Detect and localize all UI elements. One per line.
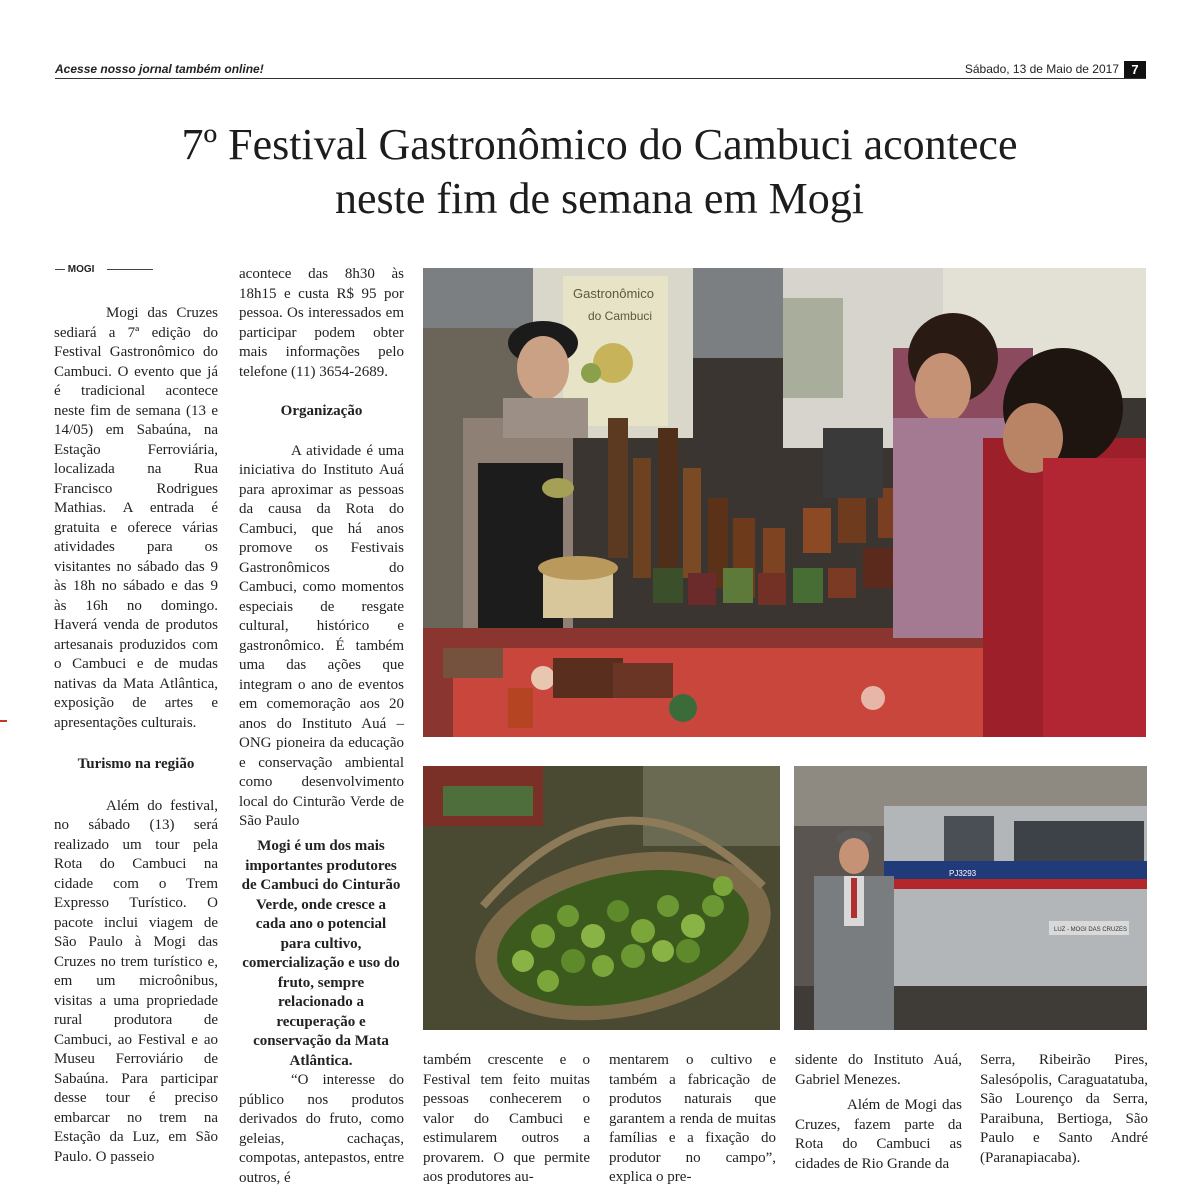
col5-paragraph-2: Além de Mogi das Cruzes, fazem parte da Rota do Cambuci as cidades de Rio Grande da [795, 1097, 962, 1172]
banner-text-top: Gastronômico [573, 286, 654, 301]
section-line-left [55, 269, 65, 270]
column-2 [239, 265, 404, 832]
column-1 [54, 304, 218, 1167]
pull-quote: Mogi é um dos mais importantes produtores de Cambuci do Cinturão Verde, onde cresce a cada ano o potencial para cultivo, comercialização e uso do fruto, sempre relacionado a recuperação e conservação da Mata Atlântica. [241, 838, 401, 1069]
column-4 [609, 1051, 776, 1188]
page-edge-marker [0, 720, 7, 722]
page-number: 7 [1124, 61, 1146, 78]
header-date: Sábado, 13 de Maio de 2017 [964, 62, 1119, 76]
col1-subheading: Turismo na região [77, 756, 195, 772]
col3-paragraph: também crescente e o Festival tem feito muitas pessoas conhecerem o valor do Cambuci e estimularem outros a provarem. O que permite aos produtores au- [423, 1052, 590, 1185]
column-6 [980, 1051, 1148, 1168]
column-3 [423, 1051, 590, 1188]
col2-subheading: Organização [280, 403, 363, 419]
col6-paragraph: Serra, Ribeirão Pires, Salesópolis, Caraguatatuba, São Lourenço da Serra, Paraibuna, Bertioga, São Paulo e Santo André (Paranapiacaba). [980, 1052, 1148, 1166]
section-label-text: MOGI [67, 264, 95, 275]
festival-stall-photo-graphic [423, 268, 1146, 737]
train-destination-sign: LUZ - MOGI DAS CRUZES [1054, 927, 1128, 933]
banner-text-bottom: do Cambuci [588, 309, 653, 323]
train-station-photo [794, 766, 1147, 1030]
cambuci-basket-photo-graphic [423, 766, 780, 1030]
title-line-1: 7º Festival Gastronômico do Cambuci acontece [181, 120, 1018, 169]
train-number: PJ3293 [949, 869, 977, 878]
article-title [40, 118, 1159, 226]
header-rule [55, 78, 1146, 79]
col1-paragraph-1: Mogi das Cruzes sediará a 7ª edição do Festival Gastronômico do Cambuci. O evento que já é tradicional acontece neste fim de semana (13 e 14/05) em Sabaúna, na Estação Ferroviária, localizada na Rua Francisco Rodrigues Mathias. A entrada é gratuita e oferece várias atividades para os visitantes no sábado das 9 às 18h no sábado e das 9 às 16h no domingo. Haverá venda de produtos artesanais produzidos com o Cambuci e de mudas nativas da Mata Atlântica, exposição de artes e apresentações culturais. [54, 305, 218, 731]
column-5 [795, 1051, 962, 1174]
col2-paragraph-1: acontece das 8h30 às 18h15 e custa R$ 95 por pessoa. Os interessados em participar podem obter mais informações pelo telefone (11) 3654-2689. [239, 266, 404, 380]
section-line-right [107, 269, 153, 270]
col2-paragraph-3-box [239, 1071, 404, 1188]
section-label [55, 264, 155, 275]
header-online-notice: Acesse nosso jornal também online! [55, 62, 264, 76]
cambuci-basket-photo [423, 766, 780, 1030]
festival-stall-photo [423, 268, 1146, 737]
train-station-photo-graphic [794, 766, 1147, 1030]
col5-line-1: sidente do Instituto Auá, Gabriel Menezes. [795, 1052, 962, 1088]
col2-paragraph-2: A atividade é uma iniciativa do Instituto Auá para aproximar as pessoas da causa da Rota do Cambuci, que há anos promove os Festivais Gastronômicos do Cambuci, como momentos especiais de resgate cultural, histórico e gastronômico. É também uma das ações que integram o ano de eventos em comemoração aos 20 anos do Instituto Auá – ONG pioneira da educação e conservação ambiental como desenvolvimento local do Cinturão Verde de São Paulo [239, 442, 404, 829]
title-line-2: neste fim de semana em Mogi [334, 174, 865, 223]
col1-paragraph-2: Além do festival, no sábado (13) será realizado um tour pela Rota do Cambuci na cidade com o Trem Expresso Turístico. O pacote inclui viagem de São Paulo à Mogi das Cruzes no trem turístico e, em um microônibus, visitas a uma propriedade rural produtora de Cambuci, ao Festival e ao Museu Ferroviário de Sabaúna. Para participar desse tour é preciso embarcar no trem na Estação da Luz, em São Paulo. O passeio [54, 797, 218, 1165]
col4-paragraph: mentarem o cultivo e também a fabricação de produtos naturais que garantem a renda de muitas famílias e a fixação do produtor no campo”, explica o pre- [609, 1052, 776, 1185]
col2-paragraph-3: “O interesse do público nos produtos derivados do fruto, como geleias, cachaças, compotas, antepastos, entre outros, é [239, 1072, 404, 1186]
